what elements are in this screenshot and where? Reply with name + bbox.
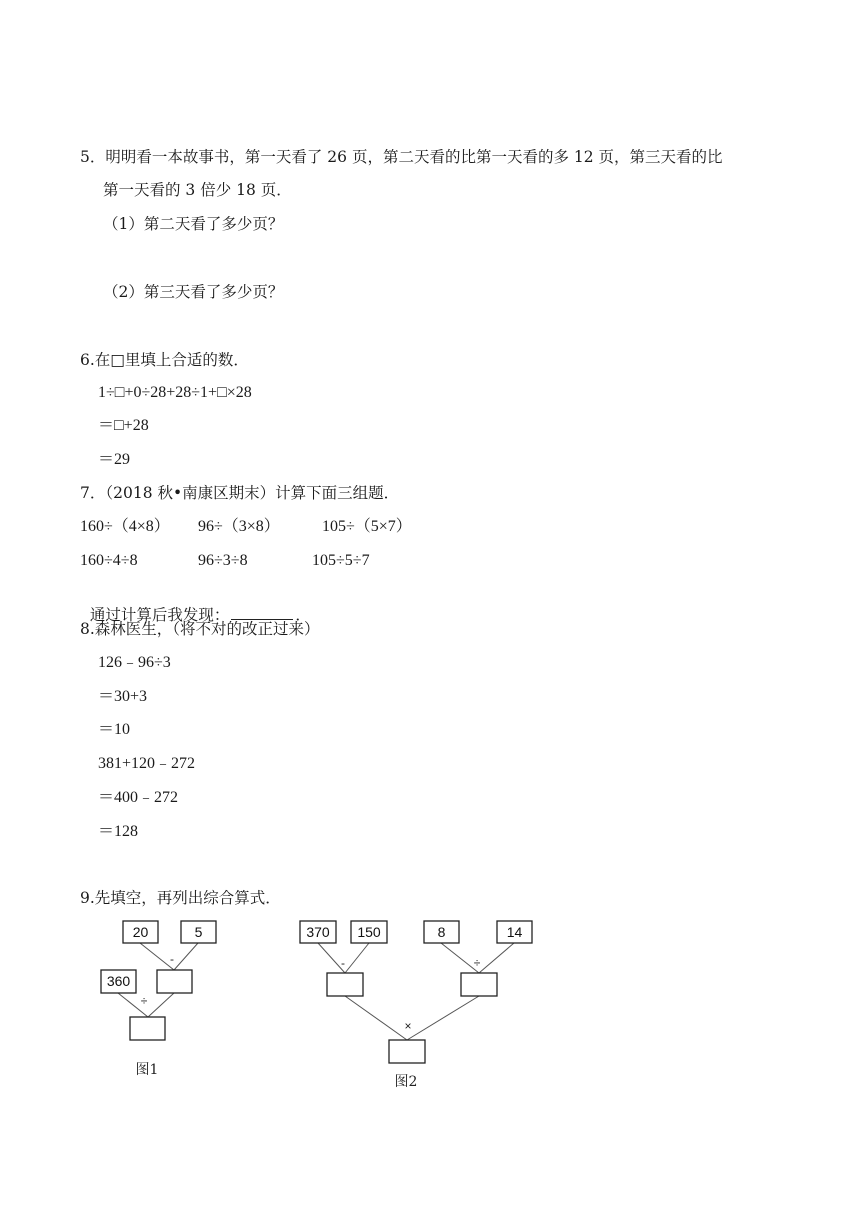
answer-box[interactable]: [157, 970, 192, 993]
answer-box[interactable]: [130, 1017, 165, 1040]
figure-2: [300, 921, 532, 1090]
connector-line: [479, 943, 514, 973]
q9-title: 9.先填空，再列出综合算式．: [80, 889, 281, 907]
q7-conclusion-suffix: ．: [295, 606, 311, 624]
figure-2-caption: 图2: [394, 1074, 418, 1090]
answer-box[interactable]: [327, 973, 363, 996]
answer-box[interactable]: [389, 1040, 425, 1063]
minus-operator: -: [170, 952, 174, 966]
connector-line: [148, 993, 174, 1017]
q7-expression: 105÷5÷7: [312, 552, 370, 569]
connector-line: [140, 943, 174, 970]
q7-title: 7．（2018 秋•南康区期末）计算下面三组题．: [80, 484, 400, 502]
connector-line: [174, 943, 198, 970]
figure-1: [101, 921, 216, 1078]
q7-expression: 96÷（3×8）: [198, 518, 280, 535]
number-370: 370: [306, 924, 330, 940]
q6-equation-line1: 1÷□+0÷28+28÷1+□×28: [98, 384, 252, 401]
q8-step: ＝400﹣272: [98, 789, 179, 806]
number-5: 5: [194, 924, 203, 940]
q7-expression: 160÷（4×8）: [80, 518, 170, 535]
q8-step: 381+120﹣272: [98, 755, 196, 772]
q8-title: 8.森林医生，（将不对的改正过来）: [80, 620, 320, 638]
q7-expression: 105÷（5×7）: [322, 518, 412, 535]
divide-operator: ÷: [473, 956, 481, 970]
number-20: 20: [132, 924, 149, 940]
number-360: 360: [106, 973, 131, 989]
q6-equation-line3: ＝29: [98, 451, 131, 468]
q8-step: 126﹣96÷3: [98, 654, 171, 671]
q7-expression: 96÷3÷8: [198, 552, 248, 569]
number-150: 150: [357, 924, 381, 940]
q5-subquestion-2: （2）第三天看了多少页？: [103, 283, 284, 301]
connector-line: [345, 943, 369, 973]
connector-line: [407, 996, 479, 1040]
figure-1-caption: 图1: [135, 1062, 159, 1078]
q5-line2: 第一天看的 3 倍少 18 页．: [103, 181, 292, 199]
number-8: 8: [437, 924, 446, 940]
q6-equation-line2: ＝□+28: [98, 417, 149, 434]
answer-box[interactable]: [461, 973, 497, 996]
q7-expression: 160÷4÷8: [80, 552, 138, 569]
q7-conclusion-prefix: 通过计算后我发现：: [89, 606, 230, 624]
divide-operator: ÷: [140, 994, 148, 1008]
q8-step: ＝128: [98, 823, 139, 840]
q5-subquestion-1: （1）第二天看了多少页？: [103, 215, 284, 233]
connector-line: [345, 996, 407, 1040]
q8-step: ＝30+3: [98, 688, 148, 705]
q5-line1: 5．明明看一本故事书，第一天看了 26 页，第二天看的比第一天看的多 12 页，第三天看的比: [80, 148, 723, 166]
q8-step: ＝10: [98, 721, 131, 738]
number-14: 14: [506, 924, 523, 940]
q6-title: 6.在□里填上合适的数．: [80, 351, 249, 369]
multiply-operator: ×: [404, 1019, 412, 1033]
minus-operator: -: [341, 956, 345, 970]
